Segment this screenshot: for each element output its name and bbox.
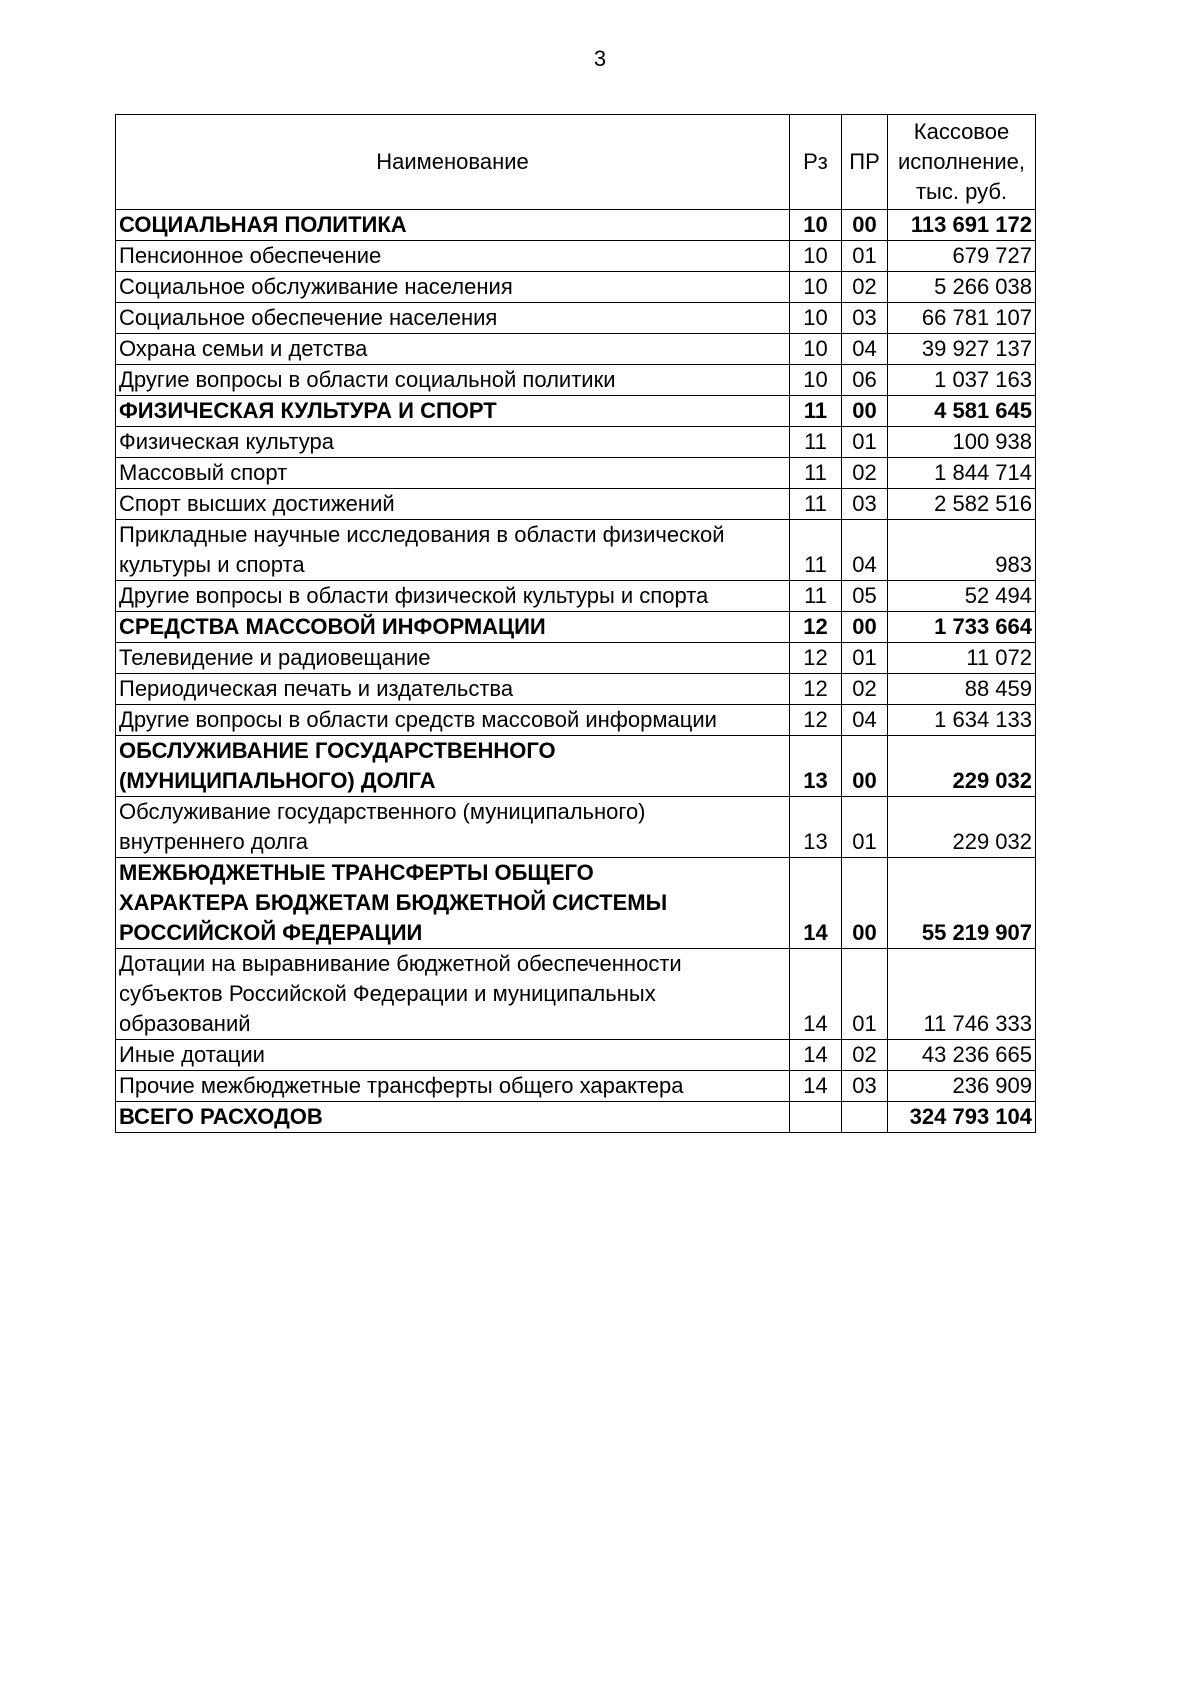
- pr-cell: 01: [842, 949, 888, 1040]
- name-cell: Спорт высших достижений: [116, 489, 790, 520]
- pr-cell: 00: [842, 396, 888, 427]
- sum-cell: 1 844 714: [888, 458, 1036, 489]
- name-cell: МЕЖБЮДЖЕТНЫЕ ТРАНСФЕРТЫ ОБЩЕГО ХАРАКТЕРА БЮДЖЕТАМ БЮДЖЕТНОЙ СИСТЕМЫ РОССИЙСКОЙ ФЕДЕРАЦИИ: [116, 858, 790, 949]
- rz-cell: 11: [790, 458, 842, 489]
- rz-cell: 10: [790, 303, 842, 334]
- table-row: [116, 581, 1036, 612]
- pr-cell: 03: [842, 489, 888, 520]
- pr-cell: 04: [842, 705, 888, 736]
- sum-cell: 1 037 163: [888, 365, 1036, 396]
- pr-cell: 00: [842, 210, 888, 241]
- section-row: [116, 396, 1036, 427]
- table-row: [116, 705, 1036, 736]
- sum-cell: 5 266 038: [888, 272, 1036, 303]
- rz-cell: 12: [790, 643, 842, 674]
- rz-cell: 14: [790, 949, 842, 1040]
- rz-cell: 11: [790, 489, 842, 520]
- rz-cell: 13: [790, 797, 842, 858]
- total-row: [116, 1102, 1036, 1133]
- pr-cell: 02: [842, 674, 888, 705]
- table-row: [116, 334, 1036, 365]
- rz-cell: 14: [790, 1071, 842, 1102]
- page-number: 3: [593, 46, 607, 71]
- section-row: [116, 210, 1036, 241]
- sum-cell: 229 032: [888, 797, 1036, 858]
- rz-cell: 13: [790, 736, 842, 797]
- rz-cell: 10: [790, 210, 842, 241]
- sum-cell: 11 746 333: [888, 949, 1036, 1040]
- name-cell: Другие вопросы в области средств массовой информации: [116, 705, 790, 736]
- sum-cell: 324 793 104: [888, 1102, 1036, 1133]
- name-cell: Обслуживание государственного (муниципального) внутреннего долга: [116, 797, 790, 858]
- sum-cell: 55 219 907: [888, 858, 1036, 949]
- sum-cell: 39 927 137: [888, 334, 1036, 365]
- name-cell: Иные дотации: [116, 1040, 790, 1071]
- sum-cell: 100 938: [888, 427, 1036, 458]
- rz-cell: 11: [790, 520, 842, 581]
- sum-cell: 2 582 516: [888, 489, 1036, 520]
- pr-cell: 01: [842, 427, 888, 458]
- pr-cell: 03: [842, 1071, 888, 1102]
- name-cell: Телевидение и радиовещание: [116, 643, 790, 674]
- sum-cell: 1 634 133: [888, 705, 1036, 736]
- name-cell: Прочие межбюджетные трансферты общего характера: [116, 1071, 790, 1102]
- rz-cell: 11: [790, 396, 842, 427]
- table-header-row: [116, 115, 1036, 210]
- rz-cell: 10: [790, 241, 842, 272]
- name-cell: Социальное обеспечение населения: [116, 303, 790, 334]
- rz-cell: [790, 1102, 842, 1133]
- name-cell: Социальное обслуживание населения: [116, 272, 790, 303]
- pr-cell: 03: [842, 303, 888, 334]
- sum-cell: 11 072: [888, 643, 1036, 674]
- pr-cell: 01: [842, 241, 888, 272]
- name-cell: Другие вопросы в области социальной политики: [116, 365, 790, 396]
- pr-cell: 04: [842, 520, 888, 581]
- pr-cell: [842, 1102, 888, 1133]
- table-row: [116, 241, 1036, 272]
- pr-cell: 05: [842, 581, 888, 612]
- name-cell: ФИЗИЧЕСКАЯ КУЛЬТУРА И СПОРТ: [116, 396, 790, 427]
- pr-cell: 00: [842, 612, 888, 643]
- table-row: [116, 674, 1036, 705]
- table-row: [116, 365, 1036, 396]
- header-sum: Кассовое исполнение, тыс. руб.: [888, 115, 1036, 210]
- name-cell: Пенсионное обеспечение: [116, 241, 790, 272]
- pr-cell: 04: [842, 334, 888, 365]
- table-row: [116, 458, 1036, 489]
- table-row: [116, 303, 1036, 334]
- pr-cell: 02: [842, 272, 888, 303]
- pr-cell: 02: [842, 458, 888, 489]
- name-cell: ОБСЛУЖИВАНИЕ ГОСУДАРСТВЕННОГО (МУНИЦИПАЛЬНОГО) ДОЛГА: [116, 736, 790, 797]
- rz-cell: 12: [790, 612, 842, 643]
- sum-cell: 88 459: [888, 674, 1036, 705]
- sum-cell: 43 236 665: [888, 1040, 1036, 1071]
- pr-cell: 01: [842, 643, 888, 674]
- rz-cell: 12: [790, 705, 842, 736]
- header-pr: ПР: [842, 115, 888, 210]
- section-row: [116, 858, 1036, 949]
- table-body: [116, 210, 1036, 1133]
- section-row: [116, 612, 1036, 643]
- name-cell: СРЕДСТВА МАССОВОЙ ИНФОРМАЦИИ: [116, 612, 790, 643]
- table-row: [116, 949, 1036, 1040]
- name-cell: Периодическая печать и издательства: [116, 674, 790, 705]
- name-cell: Прикладные научные исследования в области физической культуры и спорта: [116, 520, 790, 581]
- table-row: [116, 520, 1036, 581]
- table-row: [116, 489, 1036, 520]
- name-cell: Массовый спорт: [116, 458, 790, 489]
- name-cell: ВСЕГО РАСХОДОВ: [116, 1102, 790, 1133]
- sum-cell: 66 781 107: [888, 303, 1036, 334]
- sum-cell: 983: [888, 520, 1036, 581]
- pr-cell: 00: [842, 858, 888, 949]
- pr-cell: 02: [842, 1040, 888, 1071]
- section-row: [116, 736, 1036, 797]
- budget-table: [115, 114, 1036, 1133]
- sum-cell: 236 909: [888, 1071, 1036, 1102]
- rz-cell: 14: [790, 1040, 842, 1071]
- sum-cell: 679 727: [888, 241, 1036, 272]
- table-row: [116, 1071, 1036, 1102]
- table-row: [116, 1040, 1036, 1071]
- name-cell: СОЦИАЛЬНАЯ ПОЛИТИКА: [116, 210, 790, 241]
- header-name: Наименование: [116, 115, 790, 210]
- table-row: [116, 643, 1036, 674]
- sum-cell: 1 733 664: [888, 612, 1036, 643]
- sum-cell: 113 691 172: [888, 210, 1036, 241]
- pr-cell: 06: [842, 365, 888, 396]
- pr-cell: 01: [842, 797, 888, 858]
- sum-cell: 4 581 645: [888, 396, 1036, 427]
- rz-cell: 11: [790, 427, 842, 458]
- name-cell: Другие вопросы в области физической культуры и спорта: [116, 581, 790, 612]
- table-row: [116, 797, 1036, 858]
- rz-cell: 10: [790, 365, 842, 396]
- rz-cell: 12: [790, 674, 842, 705]
- name-cell: Дотации на выравнивание бюджетной обеспеченности субъектов Российской Федерации и муниципальных образований: [116, 949, 790, 1040]
- table-row: [116, 272, 1036, 303]
- name-cell: Охрана семьи и детства: [116, 334, 790, 365]
- rz-cell: 14: [790, 858, 842, 949]
- rz-cell: 10: [790, 334, 842, 365]
- rz-cell: 11: [790, 581, 842, 612]
- sum-cell: 229 032: [888, 736, 1036, 797]
- name-cell: Физическая культура: [116, 427, 790, 458]
- sum-cell: 52 494: [888, 581, 1036, 612]
- header-rz: Рз: [790, 115, 842, 210]
- table-row: [116, 427, 1036, 458]
- pr-cell: 00: [842, 736, 888, 797]
- rz-cell: 10: [790, 272, 842, 303]
